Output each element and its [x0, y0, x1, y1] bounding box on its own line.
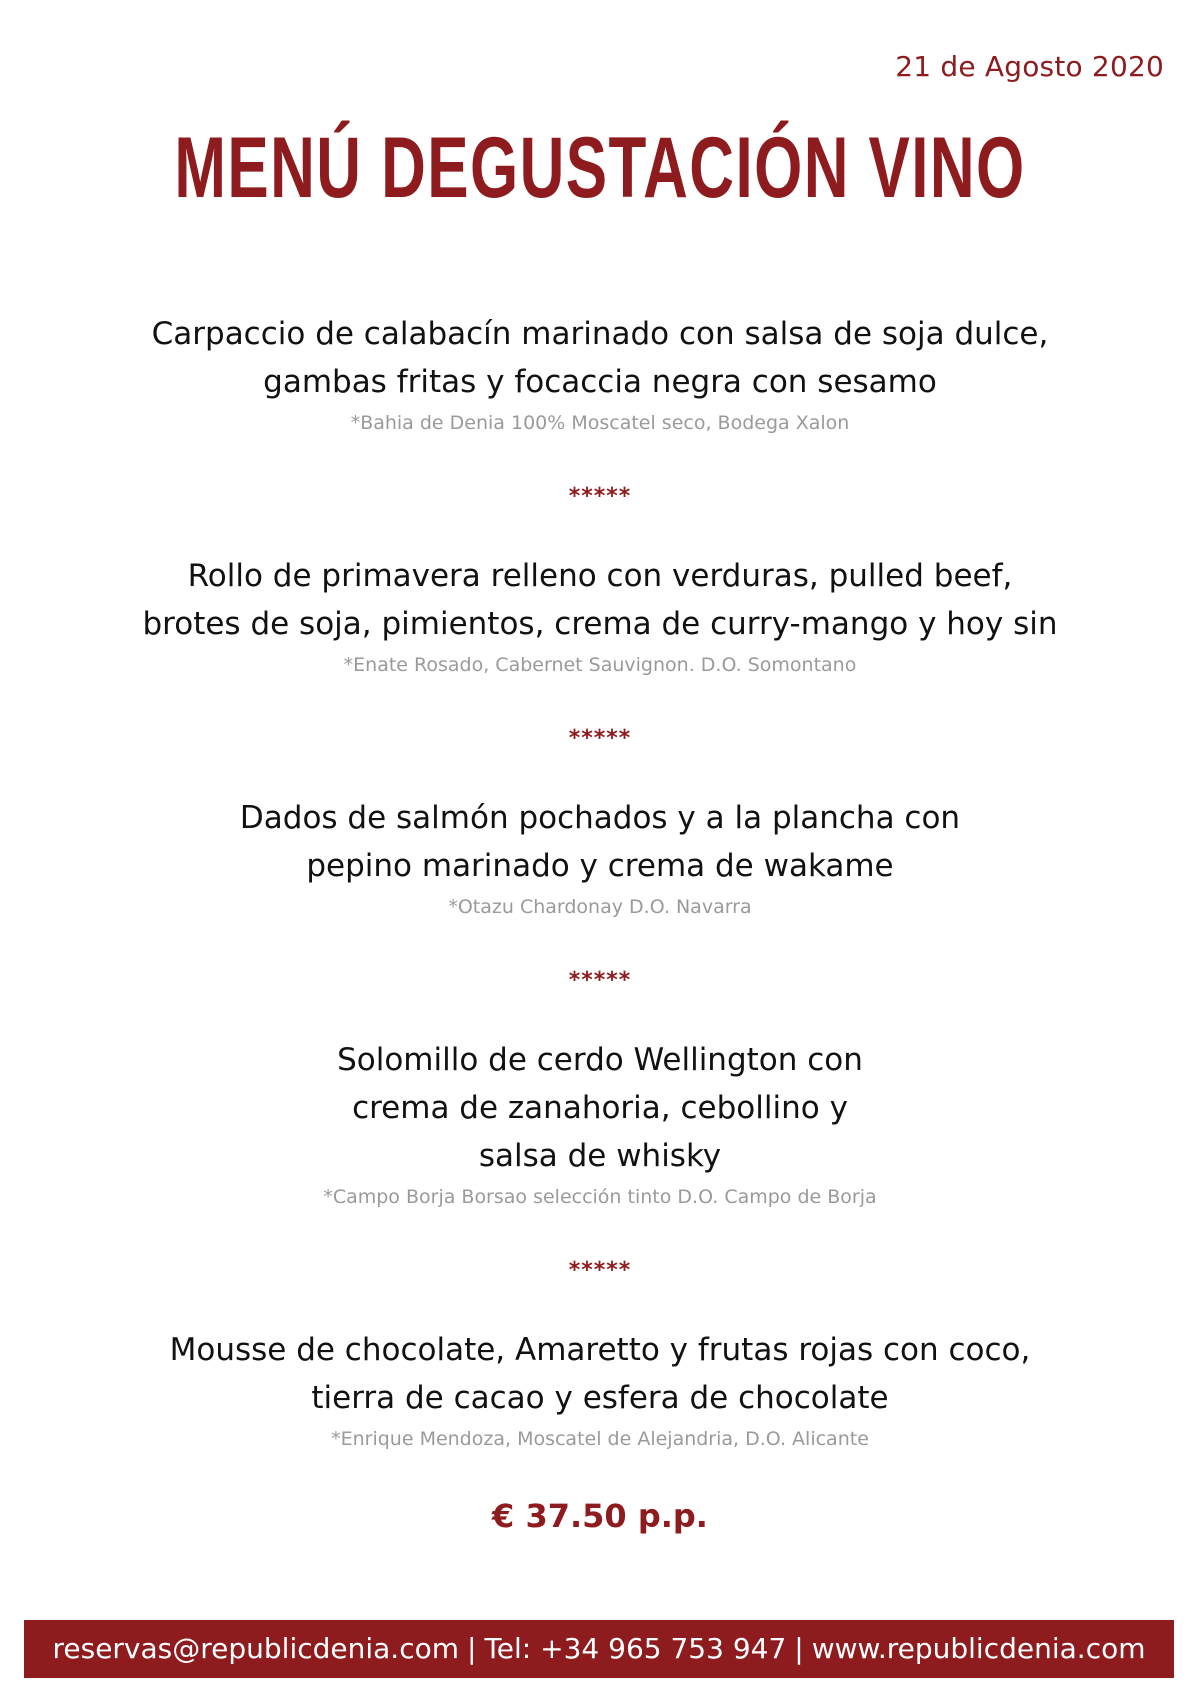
course-separator: ***** [568, 726, 632, 751]
course-separator: ***** [568, 484, 632, 509]
dish-line: brotes de soja, pimientos, crema de curry-mango y hoy sin [142, 606, 1058, 642]
wine-pairing: *Enrique Mendoza, Moscatel de Alejandria, D.O. Alicante [331, 1428, 869, 1450]
dish-line: Dados de salmón pochados y a la plancha con [239, 800, 961, 836]
wine-pairing: *Campo Borja Borsao selección tinto D.O. Campo de Borja [323, 1186, 877, 1208]
wine-pairing: *Bahia de Denia 100% Moscatel seco, Bodega Xalon [350, 412, 850, 434]
course-2 [0, 552, 1200, 680]
menu-price: € 37.50 p.p. [492, 1497, 708, 1535]
phone-number[interactable]: Tel: +34 965 753 947 [484, 1632, 787, 1665]
wine-pairing: *Enate Rosado, Cabernet Sauvignon. D.O. Somontano [343, 654, 857, 676]
course-list [0, 310, 1200, 1454]
dish-line: gambas fritas y focaccia negra con sesamo [263, 364, 937, 400]
course-3 [0, 794, 1200, 922]
course-separator: ***** [568, 968, 632, 993]
dish-line: Rollo de primavera relleno con verduras, pulled beef, [187, 558, 1013, 594]
website-link[interactable]: www.republicdenia.com [811, 1632, 1146, 1665]
dish-line: salsa de whisky [478, 1138, 722, 1174]
dish-line: Solomillo de cerdo Wellington con [337, 1042, 863, 1078]
dish-line: Carpaccio de calabacín marinado con salsa de soja dulce, [151, 316, 1049, 352]
dish-line: Mousse de chocolate, Amaretto y frutas rojas con coco, [169, 1332, 1031, 1368]
page-title: MENÚ DEGUSTACIÓN VINO [174, 120, 1026, 216]
contact-footer [24, 1620, 1174, 1678]
course-separator: ***** [568, 1258, 632, 1283]
wine-pairing: *Otazu Chardonay D.O. Navarra [448, 896, 752, 918]
dish-line: crema de zanahoria, cebollino y [352, 1090, 848, 1126]
course-5 [0, 1326, 1200, 1454]
menu-date: 21 de Agosto 2020 [895, 50, 1164, 83]
dish-line: pepino marinado y crema de wakame [306, 848, 894, 884]
dish-line: tierra de cacao y esfera de chocolate [311, 1380, 889, 1416]
footer-divider: | [467, 1632, 477, 1665]
course-4 [0, 1036, 1200, 1212]
course-1 [0, 310, 1200, 438]
footer-divider: | [794, 1632, 804, 1665]
email-link[interactable]: reservas@republicdenia.com [52, 1632, 460, 1665]
